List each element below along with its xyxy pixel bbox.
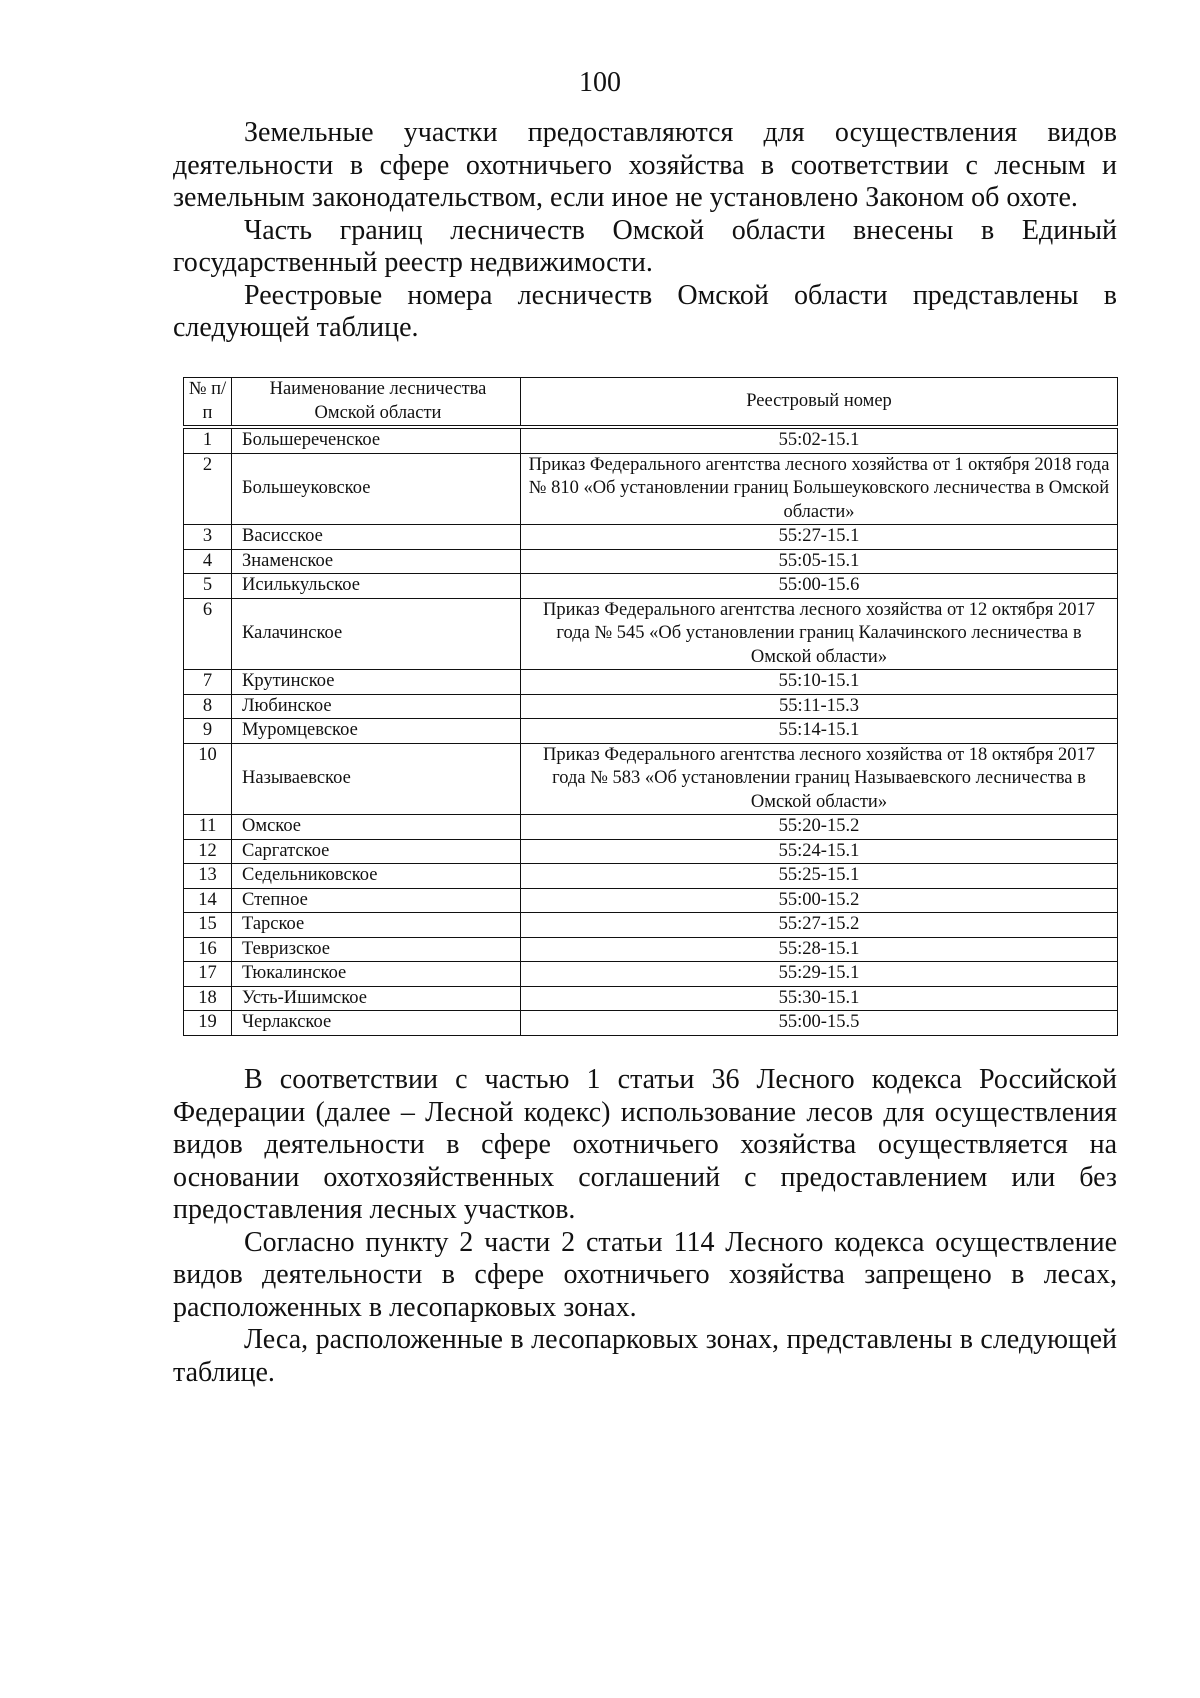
row-number: 6 — [184, 598, 232, 670]
registry-number: 55:20-15.2 — [521, 815, 1118, 840]
forestry-name: Любинское — [232, 694, 521, 719]
registry-number: Приказ Федерального агентства лесного хозяйства от 18 октября 2017 года № 583 «Об установлении границ Называевского лесничества в Омской области» — [521, 743, 1118, 815]
table-row — [184, 574, 1118, 599]
row-number: 16 — [184, 937, 232, 962]
header-num: № п/п — [184, 378, 232, 428]
table-body — [184, 427, 1118, 1035]
row-number: 4 — [184, 549, 232, 574]
forestry-name: Седельниковское — [232, 864, 521, 889]
paragraph: Реестровые номера лесничеств Омской области представлены в следующей таблице. — [173, 279, 1117, 343]
table-row — [184, 1011, 1118, 1036]
table-row — [184, 815, 1118, 840]
forestry-name: Саргатское — [232, 839, 521, 864]
paragraph: Леса, расположенные в лесопарковых зонах, представлены в следующей таблице. — [173, 1324, 1117, 1388]
row-number: 8 — [184, 694, 232, 719]
paragraph: Земельные участки предоставляются для осуществления видов деятельности в сфере охотничьего хозяйства в соответствии с лесным и земельным законодательством, если иное не установлено Законом об охоте. — [173, 117, 1117, 213]
registry-number: 55:30-15.1 — [521, 986, 1118, 1011]
table-row — [184, 598, 1118, 670]
row-number: 3 — [184, 525, 232, 550]
table-row — [184, 962, 1118, 987]
row-number: 19 — [184, 1011, 232, 1036]
table-row — [184, 694, 1118, 719]
registry-number: 55:00-15.2 — [521, 888, 1118, 913]
row-number: 13 — [184, 864, 232, 889]
row-number: 9 — [184, 719, 232, 744]
header-name: Наименование лесничества Омской области — [232, 378, 521, 428]
registry-number: 55:02-15.1 — [521, 427, 1118, 453]
registry-number: Приказ Федерального агентства лесного хозяйства от 1 октября 2018 года № 810 «Об установлении границ Большеуковского лесничества в Омской области» — [521, 453, 1118, 525]
outro-text — [173, 1064, 1117, 1389]
row-number: 17 — [184, 962, 232, 987]
forestry-name: Тарское — [232, 913, 521, 938]
forestry-name: Васисское — [232, 525, 521, 550]
intro-text — [173, 117, 1117, 345]
row-number: 10 — [184, 743, 232, 815]
registry-number: 55:24-15.1 — [521, 839, 1118, 864]
header-registry: Реестровый номер — [521, 378, 1118, 428]
row-number: 18 — [184, 986, 232, 1011]
table-row — [184, 913, 1118, 938]
forestry-name: Исилькульское — [232, 574, 521, 599]
forestry-name: Тюкалинское — [232, 962, 521, 987]
row-number: 11 — [184, 815, 232, 840]
registry-number: 55:27-15.2 — [521, 913, 1118, 938]
forestry-name: Степное — [232, 888, 521, 913]
forestry-name: Муромцевское — [232, 719, 521, 744]
table-row — [184, 986, 1118, 1011]
table-row — [184, 937, 1118, 962]
registry-number: 55:14-15.1 — [521, 719, 1118, 744]
forestry-name: Большеуковское — [232, 453, 521, 525]
table-row — [184, 864, 1118, 889]
registry-number: 55:28-15.1 — [521, 937, 1118, 962]
paragraph: В соответствии с частью 1 статьи 36 Лесного кодекса Российской Федерации (далее – Лесной кодекс) использование лесов для осуществления видов деятельности в сфере охотничьего хозяйства осуществляется на основании охотхозяйственных соглашений с предоставлением или без предоставления лесных участков. — [173, 1064, 1117, 1225]
table-row — [184, 549, 1118, 574]
row-number: 2 — [184, 453, 232, 525]
row-number: 5 — [184, 574, 232, 599]
forestry-name: Черлакское — [232, 1011, 521, 1036]
row-number: 7 — [184, 670, 232, 695]
row-number: 15 — [184, 913, 232, 938]
row-number: 12 — [184, 839, 232, 864]
row-number: 1 — [184, 427, 232, 453]
forestry-name: Калачинское — [232, 598, 521, 670]
registry-number: 55:11-15.3 — [521, 694, 1118, 719]
registry-number: Приказ Федерального агентства лесного хозяйства от 12 октября 2017 года № 545 «Об установлении границ Калачинского лесничества в Омской области» — [521, 598, 1118, 670]
forestry-name: Крутинское — [232, 670, 521, 695]
registry-number: 55:05-15.1 — [521, 549, 1118, 574]
forestry-name: Тевризское — [232, 937, 521, 962]
forestry-name: Усть-Ишимское — [232, 986, 521, 1011]
registry-number: 55:10-15.1 — [521, 670, 1118, 695]
registry-number: 55:00-15.6 — [521, 574, 1118, 599]
table-row — [184, 453, 1118, 525]
registry-number: 55:00-15.5 — [521, 1011, 1118, 1036]
table-row — [184, 670, 1118, 695]
table-row — [184, 525, 1118, 550]
table-row — [184, 839, 1118, 864]
table-header-row — [184, 378, 1118, 428]
forestry-name: Большереченское — [232, 427, 521, 453]
forestry-name: Омское — [232, 815, 521, 840]
paragraph: Часть границ лесничеств Омской области внесены в Единый государственный реестр недвижимости. — [173, 214, 1117, 278]
page-number: 100 — [579, 67, 621, 98]
table-row — [184, 888, 1118, 913]
row-number: 14 — [184, 888, 232, 913]
registry-number: 55:25-15.1 — [521, 864, 1118, 889]
registry-number: 55:29-15.1 — [521, 962, 1118, 987]
forestry-name: Знаменское — [232, 549, 521, 574]
forestry-registry-table — [183, 377, 1118, 1036]
table-row — [184, 427, 1118, 453]
registry-number: 55:27-15.1 — [521, 525, 1118, 550]
table-row — [184, 719, 1118, 744]
table-row — [184, 743, 1118, 815]
forestry-name: Называевское — [232, 743, 521, 815]
paragraph: Согласно пункту 2 части 2 статьи 114 Лесного кодекса осуществление видов деятельности в сфере охотничьего хозяйства запрещено в лесах, расположенных в лесопарковых зонах. — [173, 1226, 1117, 1323]
